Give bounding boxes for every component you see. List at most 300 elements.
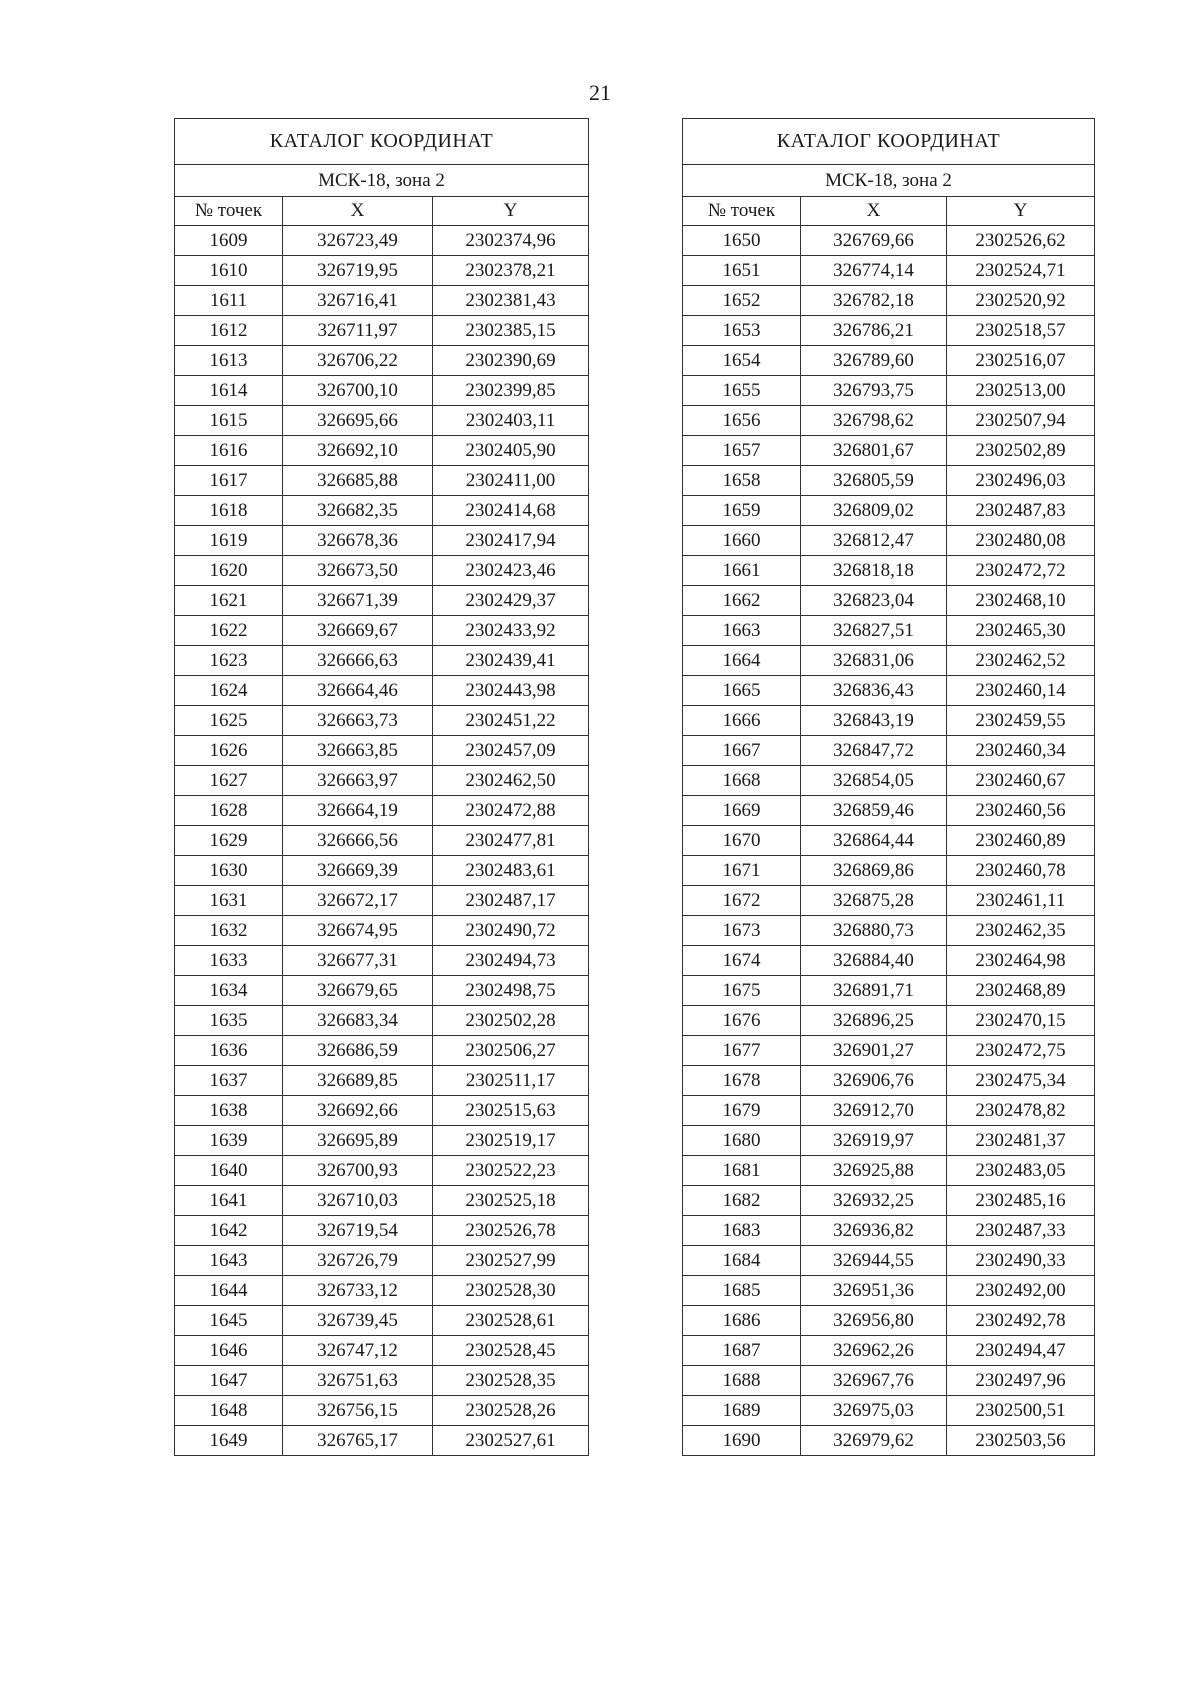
y-coordinate-cell: 2302460,14 xyxy=(947,676,1095,706)
x-coordinate-cell: 326666,56 xyxy=(283,826,433,856)
point-number-cell: 1645 xyxy=(175,1306,283,1336)
point-number-cell: 1634 xyxy=(175,976,283,1006)
y-coordinate-cell: 2302496,03 xyxy=(947,466,1095,496)
table-row xyxy=(683,556,1095,586)
table-row xyxy=(175,616,589,646)
point-number-cell: 1654 xyxy=(683,346,801,376)
table-row xyxy=(683,1036,1095,1066)
y-coordinate-cell: 2302526,78 xyxy=(433,1216,589,1246)
point-number-cell: 1689 xyxy=(683,1396,801,1426)
point-number-cell: 1651 xyxy=(683,256,801,286)
x-coordinate-cell: 326769,66 xyxy=(801,226,947,256)
table-row xyxy=(175,1156,589,1186)
y-coordinate-cell: 2302483,05 xyxy=(947,1156,1095,1186)
x-coordinate-cell: 326951,36 xyxy=(801,1276,947,1306)
x-coordinate-cell: 326663,85 xyxy=(283,736,433,766)
point-number-cell: 1633 xyxy=(175,946,283,976)
point-number-cell: 1628 xyxy=(175,796,283,826)
point-number-cell: 1652 xyxy=(683,286,801,316)
x-coordinate-cell: 326683,34 xyxy=(283,1006,433,1036)
table-row xyxy=(175,466,589,496)
table-row xyxy=(175,646,589,676)
y-coordinate-cell: 2302502,28 xyxy=(433,1006,589,1036)
x-coordinate-cell: 326801,67 xyxy=(801,436,947,466)
y-coordinate-cell: 2302459,55 xyxy=(947,706,1095,736)
table-row xyxy=(683,1276,1095,1306)
x-coordinate-cell: 326669,39 xyxy=(283,856,433,886)
y-coordinate-cell: 2302485,16 xyxy=(947,1186,1095,1216)
table-row xyxy=(683,256,1095,286)
point-number-cell: 1659 xyxy=(683,496,801,526)
y-coordinate-cell: 2302519,17 xyxy=(433,1126,589,1156)
point-number-cell: 1641 xyxy=(175,1186,283,1216)
y-coordinate-cell: 2302528,45 xyxy=(433,1336,589,1366)
y-coordinate-cell: 2302443,98 xyxy=(433,676,589,706)
page-number: 21 xyxy=(589,80,611,105)
table-row xyxy=(683,886,1095,916)
table-row xyxy=(683,316,1095,346)
y-coordinate-cell: 2302481,37 xyxy=(947,1126,1095,1156)
x-coordinate-cell: 326765,17 xyxy=(283,1426,433,1456)
y-coordinate-cell: 2302460,56 xyxy=(947,796,1095,826)
y-coordinate-cell: 2302527,61 xyxy=(433,1426,589,1456)
x-coordinate-cell: 326818,18 xyxy=(801,556,947,586)
y-coordinate-cell: 2302411,00 xyxy=(433,466,589,496)
table-row xyxy=(175,286,589,316)
y-coordinate-cell: 2302462,52 xyxy=(947,646,1095,676)
point-number-cell: 1643 xyxy=(175,1246,283,1276)
point-number-cell: 1678 xyxy=(683,1066,801,1096)
y-coordinate-cell: 2302528,61 xyxy=(433,1306,589,1336)
catalog-zone: МСК-18, зона 2 xyxy=(683,165,1095,197)
table-row xyxy=(175,256,589,286)
table-row xyxy=(175,886,589,916)
table-row xyxy=(175,1366,589,1396)
y-coordinate-cell: 2302518,57 xyxy=(947,316,1095,346)
point-number-cell: 1619 xyxy=(175,526,283,556)
x-coordinate-cell: 326782,18 xyxy=(801,286,947,316)
point-number-cell: 1648 xyxy=(175,1396,283,1426)
y-coordinate-cell: 2302451,22 xyxy=(433,706,589,736)
y-coordinate-cell: 2302492,00 xyxy=(947,1276,1095,1306)
x-coordinate-cell: 326689,85 xyxy=(283,1066,433,1096)
catalog-rows xyxy=(683,226,1095,1456)
y-coordinate-cell: 2302374,96 xyxy=(433,226,589,256)
table-row xyxy=(683,286,1095,316)
x-coordinate-cell: 326956,80 xyxy=(801,1306,947,1336)
y-coordinate-cell: 2302503,56 xyxy=(947,1426,1095,1456)
table-row xyxy=(683,1366,1095,1396)
table-row xyxy=(683,1216,1095,1246)
point-number-cell: 1650 xyxy=(683,226,801,256)
table-row xyxy=(683,916,1095,946)
table-row xyxy=(175,346,589,376)
point-number-cell: 1612 xyxy=(175,316,283,346)
table-row xyxy=(175,1276,589,1306)
table-row xyxy=(683,1186,1095,1216)
table-row xyxy=(175,376,589,406)
x-coordinate-cell: 326869,86 xyxy=(801,856,947,886)
x-coordinate-cell: 326671,39 xyxy=(283,586,433,616)
point-number-cell: 1624 xyxy=(175,676,283,706)
table-row xyxy=(683,1306,1095,1336)
point-number-cell: 1622 xyxy=(175,616,283,646)
table-row xyxy=(175,1096,589,1126)
y-coordinate-cell: 2302423,46 xyxy=(433,556,589,586)
x-coordinate-cell: 326679,65 xyxy=(283,976,433,1006)
point-number-cell: 1669 xyxy=(683,796,801,826)
table-row xyxy=(175,676,589,706)
y-coordinate-cell: 2302433,92 xyxy=(433,616,589,646)
point-number-cell: 1636 xyxy=(175,1036,283,1066)
y-coordinate-cell: 2302515,63 xyxy=(433,1096,589,1126)
point-number-cell: 1661 xyxy=(683,556,801,586)
table-row xyxy=(683,346,1095,376)
y-coordinate-cell: 2302472,72 xyxy=(947,556,1095,586)
y-coordinate-cell: 2302511,17 xyxy=(433,1066,589,1096)
point-number-cell: 1660 xyxy=(683,526,801,556)
point-number-cell: 1657 xyxy=(683,436,801,466)
x-coordinate-cell: 326682,35 xyxy=(283,496,433,526)
y-coordinate-cell: 2302500,51 xyxy=(947,1396,1095,1426)
table-row xyxy=(175,706,589,736)
y-coordinate-cell: 2302385,15 xyxy=(433,316,589,346)
table-row xyxy=(683,1096,1095,1126)
x-coordinate-cell: 326805,59 xyxy=(801,466,947,496)
x-coordinate-cell: 326843,19 xyxy=(801,706,947,736)
table-row xyxy=(175,856,589,886)
table-row xyxy=(683,586,1095,616)
y-coordinate-cell: 2302497,96 xyxy=(947,1366,1095,1396)
y-coordinate-cell: 2302478,82 xyxy=(947,1096,1095,1126)
table-row xyxy=(683,1426,1095,1456)
y-coordinate-cell: 2302524,71 xyxy=(947,256,1095,286)
y-coordinate-cell: 2302464,98 xyxy=(947,946,1095,976)
y-coordinate-cell: 2302475,34 xyxy=(947,1066,1095,1096)
point-number-cell: 1690 xyxy=(683,1426,801,1456)
coordinate-catalog-left xyxy=(174,118,589,1456)
point-number-cell: 1644 xyxy=(175,1276,283,1306)
table-row xyxy=(175,526,589,556)
table-row xyxy=(683,796,1095,826)
point-number-cell: 1683 xyxy=(683,1216,801,1246)
y-coordinate-cell: 2302405,90 xyxy=(433,436,589,466)
y-coordinate-cell: 2302465,30 xyxy=(947,616,1095,646)
y-coordinate-cell: 2302460,89 xyxy=(947,826,1095,856)
point-number-cell: 1611 xyxy=(175,286,283,316)
y-coordinate-cell: 2302494,47 xyxy=(947,1336,1095,1366)
catalog-title: КАТАЛОГ КООРДИНАТ xyxy=(175,119,589,165)
y-coordinate-cell: 2302468,89 xyxy=(947,976,1095,1006)
point-number-cell: 1664 xyxy=(683,646,801,676)
x-coordinate-cell: 326864,44 xyxy=(801,826,947,856)
catalog-zone: МСК-18, зона 2 xyxy=(175,165,589,197)
x-coordinate-cell: 326798,62 xyxy=(801,406,947,436)
table-row xyxy=(683,496,1095,526)
point-number-cell: 1667 xyxy=(683,736,801,766)
column-header-x: X xyxy=(801,197,947,226)
column-header-y: Y xyxy=(947,197,1095,226)
coordinate-catalog-right xyxy=(682,118,1095,1456)
point-number-cell: 1626 xyxy=(175,736,283,766)
x-coordinate-cell: 326678,36 xyxy=(283,526,433,556)
table-row xyxy=(683,736,1095,766)
point-number-cell: 1676 xyxy=(683,1006,801,1036)
x-coordinate-cell: 326789,60 xyxy=(801,346,947,376)
y-coordinate-cell: 2302487,17 xyxy=(433,886,589,916)
point-number-cell: 1618 xyxy=(175,496,283,526)
x-coordinate-cell: 326859,46 xyxy=(801,796,947,826)
x-coordinate-cell: 326695,89 xyxy=(283,1126,433,1156)
table-row xyxy=(175,796,589,826)
y-coordinate-cell: 2302507,94 xyxy=(947,406,1095,436)
table-row xyxy=(683,376,1095,406)
table-row xyxy=(175,1426,589,1456)
x-coordinate-cell: 326669,67 xyxy=(283,616,433,646)
table-row xyxy=(175,1006,589,1036)
x-coordinate-cell: 326875,28 xyxy=(801,886,947,916)
x-coordinate-cell: 326912,70 xyxy=(801,1096,947,1126)
point-number-cell: 1653 xyxy=(683,316,801,346)
y-coordinate-cell: 2302506,27 xyxy=(433,1036,589,1066)
point-number-cell: 1675 xyxy=(683,976,801,1006)
y-coordinate-cell: 2302439,41 xyxy=(433,646,589,676)
x-coordinate-cell: 326827,51 xyxy=(801,616,947,646)
table-row xyxy=(175,1126,589,1156)
y-coordinate-cell: 2302483,61 xyxy=(433,856,589,886)
x-coordinate-cell: 326751,63 xyxy=(283,1366,433,1396)
table-row xyxy=(175,826,589,856)
point-number-cell: 1671 xyxy=(683,856,801,886)
table-row xyxy=(683,646,1095,676)
y-coordinate-cell: 2302527,99 xyxy=(433,1246,589,1276)
column-header-y: Y xyxy=(433,197,589,226)
table-row xyxy=(683,226,1095,256)
point-number-cell: 1665 xyxy=(683,676,801,706)
y-coordinate-cell: 2302461,11 xyxy=(947,886,1095,916)
x-coordinate-cell: 326831,06 xyxy=(801,646,947,676)
y-coordinate-cell: 2302462,35 xyxy=(947,916,1095,946)
point-number-cell: 1627 xyxy=(175,766,283,796)
y-coordinate-cell: 2302460,34 xyxy=(947,736,1095,766)
table-row xyxy=(175,556,589,586)
x-coordinate-cell: 326700,10 xyxy=(283,376,433,406)
y-coordinate-cell: 2302487,33 xyxy=(947,1216,1095,1246)
point-number-cell: 1635 xyxy=(175,1006,283,1036)
y-coordinate-cell: 2302403,11 xyxy=(433,406,589,436)
point-number-cell: 1610 xyxy=(175,256,283,286)
x-coordinate-cell: 326891,71 xyxy=(801,976,947,1006)
table-row xyxy=(175,316,589,346)
x-coordinate-cell: 326793,75 xyxy=(801,376,947,406)
y-coordinate-cell: 2302460,78 xyxy=(947,856,1095,886)
table-row xyxy=(683,976,1095,1006)
table-row xyxy=(175,406,589,436)
y-coordinate-cell: 2302472,75 xyxy=(947,1036,1095,1066)
x-coordinate-cell: 326726,79 xyxy=(283,1246,433,1276)
y-coordinate-cell: 2302498,75 xyxy=(433,976,589,1006)
y-coordinate-cell: 2302378,21 xyxy=(433,256,589,286)
point-number-cell: 1672 xyxy=(683,886,801,916)
point-number-cell: 1621 xyxy=(175,586,283,616)
x-coordinate-cell: 326664,19 xyxy=(283,796,433,826)
table-row xyxy=(175,916,589,946)
table-row xyxy=(683,436,1095,466)
table-row xyxy=(175,1036,589,1066)
y-coordinate-cell: 2302477,81 xyxy=(433,826,589,856)
x-coordinate-cell: 326880,73 xyxy=(801,916,947,946)
point-number-cell: 1673 xyxy=(683,916,801,946)
table-row xyxy=(175,766,589,796)
column-header-point: № точек xyxy=(683,197,801,226)
x-coordinate-cell: 326854,05 xyxy=(801,766,947,796)
x-coordinate-cell: 326674,95 xyxy=(283,916,433,946)
table-row xyxy=(683,1006,1095,1036)
y-coordinate-cell: 2302528,26 xyxy=(433,1396,589,1426)
point-number-cell: 1614 xyxy=(175,376,283,406)
x-coordinate-cell: 326733,12 xyxy=(283,1276,433,1306)
x-coordinate-cell: 326695,66 xyxy=(283,406,433,436)
point-number-cell: 1613 xyxy=(175,346,283,376)
point-number-cell: 1680 xyxy=(683,1126,801,1156)
y-coordinate-cell: 2302429,37 xyxy=(433,586,589,616)
x-coordinate-cell: 326774,14 xyxy=(801,256,947,286)
point-number-cell: 1615 xyxy=(175,406,283,436)
x-coordinate-cell: 326719,95 xyxy=(283,256,433,286)
y-coordinate-cell: 2302516,07 xyxy=(947,346,1095,376)
point-number-cell: 1616 xyxy=(175,436,283,466)
point-number-cell: 1642 xyxy=(175,1216,283,1246)
point-number-cell: 1662 xyxy=(683,586,801,616)
y-coordinate-cell: 2302487,83 xyxy=(947,496,1095,526)
y-coordinate-cell: 2302528,35 xyxy=(433,1366,589,1396)
table-row xyxy=(683,1246,1095,1276)
x-coordinate-cell: 326919,97 xyxy=(801,1126,947,1156)
point-number-cell: 1679 xyxy=(683,1096,801,1126)
x-coordinate-cell: 326711,97 xyxy=(283,316,433,346)
y-coordinate-cell: 2302525,18 xyxy=(433,1186,589,1216)
point-number-cell: 1620 xyxy=(175,556,283,586)
point-number-cell: 1625 xyxy=(175,706,283,736)
table-row xyxy=(175,1396,589,1426)
x-coordinate-cell: 326700,93 xyxy=(283,1156,433,1186)
x-coordinate-cell: 326975,03 xyxy=(801,1396,947,1426)
table-row xyxy=(683,1066,1095,1096)
table-row xyxy=(683,766,1095,796)
x-coordinate-cell: 326719,54 xyxy=(283,1216,433,1246)
x-coordinate-cell: 326847,72 xyxy=(801,736,947,766)
point-number-cell: 1681 xyxy=(683,1156,801,1186)
x-coordinate-cell: 326936,82 xyxy=(801,1216,947,1246)
x-coordinate-cell: 326812,47 xyxy=(801,526,947,556)
point-number-cell: 1668 xyxy=(683,766,801,796)
x-coordinate-cell: 326672,17 xyxy=(283,886,433,916)
x-coordinate-cell: 326962,26 xyxy=(801,1336,947,1366)
x-coordinate-cell: 326666,63 xyxy=(283,646,433,676)
y-coordinate-cell: 2302490,72 xyxy=(433,916,589,946)
table-row xyxy=(175,1066,589,1096)
y-coordinate-cell: 2302399,85 xyxy=(433,376,589,406)
table-row xyxy=(175,226,589,256)
point-number-cell: 1663 xyxy=(683,616,801,646)
table-row xyxy=(175,1246,589,1276)
point-number-cell: 1656 xyxy=(683,406,801,436)
point-number-cell: 1640 xyxy=(175,1156,283,1186)
table-row xyxy=(683,826,1095,856)
y-coordinate-cell: 2302490,33 xyxy=(947,1246,1095,1276)
x-coordinate-cell: 326823,04 xyxy=(801,586,947,616)
table-row xyxy=(683,616,1095,646)
point-number-cell: 1629 xyxy=(175,826,283,856)
y-coordinate-cell: 2302492,78 xyxy=(947,1306,1095,1336)
x-coordinate-cell: 326925,88 xyxy=(801,1156,947,1186)
point-number-cell: 1687 xyxy=(683,1336,801,1366)
y-coordinate-cell: 2302460,67 xyxy=(947,766,1095,796)
table-row xyxy=(175,1216,589,1246)
point-number-cell: 1631 xyxy=(175,886,283,916)
table-row xyxy=(175,946,589,976)
x-coordinate-cell: 326685,88 xyxy=(283,466,433,496)
x-coordinate-cell: 326836,43 xyxy=(801,676,947,706)
point-number-cell: 1639 xyxy=(175,1126,283,1156)
x-coordinate-cell: 326756,15 xyxy=(283,1396,433,1426)
x-coordinate-cell: 326710,03 xyxy=(283,1186,433,1216)
point-number-cell: 1609 xyxy=(175,226,283,256)
x-coordinate-cell: 326747,12 xyxy=(283,1336,433,1366)
table-row xyxy=(175,736,589,766)
x-coordinate-cell: 326677,31 xyxy=(283,946,433,976)
table-row xyxy=(683,526,1095,556)
table-row xyxy=(175,976,589,1006)
table-row xyxy=(683,676,1095,706)
point-number-cell: 1617 xyxy=(175,466,283,496)
table-row xyxy=(683,1336,1095,1366)
point-number-cell: 1686 xyxy=(683,1306,801,1336)
point-number-cell: 1688 xyxy=(683,1366,801,1396)
x-coordinate-cell: 326692,66 xyxy=(283,1096,433,1126)
y-coordinate-cell: 2302417,94 xyxy=(433,526,589,556)
x-coordinate-cell: 326663,73 xyxy=(283,706,433,736)
x-coordinate-cell: 326906,76 xyxy=(801,1066,947,1096)
point-number-cell: 1655 xyxy=(683,376,801,406)
x-coordinate-cell: 326686,59 xyxy=(283,1036,433,1066)
x-coordinate-cell: 326967,76 xyxy=(801,1366,947,1396)
point-number-cell: 1674 xyxy=(683,946,801,976)
table-row xyxy=(175,1336,589,1366)
table-row xyxy=(683,946,1095,976)
x-coordinate-cell: 326739,45 xyxy=(283,1306,433,1336)
x-coordinate-cell: 326944,55 xyxy=(801,1246,947,1276)
y-coordinate-cell: 2302480,08 xyxy=(947,526,1095,556)
table-row xyxy=(175,1306,589,1336)
point-number-cell: 1685 xyxy=(683,1276,801,1306)
x-coordinate-cell: 326706,22 xyxy=(283,346,433,376)
point-number-cell: 1666 xyxy=(683,706,801,736)
point-number-cell: 1658 xyxy=(683,466,801,496)
catalog-rows xyxy=(175,226,589,1456)
y-coordinate-cell: 2302526,62 xyxy=(947,226,1095,256)
x-coordinate-cell: 326786,21 xyxy=(801,316,947,346)
x-coordinate-cell: 326723,49 xyxy=(283,226,433,256)
x-coordinate-cell: 326884,40 xyxy=(801,946,947,976)
x-coordinate-cell: 326663,97 xyxy=(283,766,433,796)
point-number-cell: 1630 xyxy=(175,856,283,886)
y-coordinate-cell: 2302522,23 xyxy=(433,1156,589,1186)
y-coordinate-cell: 2302470,15 xyxy=(947,1006,1095,1036)
x-coordinate-cell: 326896,25 xyxy=(801,1006,947,1036)
table-row xyxy=(175,496,589,526)
x-coordinate-cell: 326932,25 xyxy=(801,1186,947,1216)
